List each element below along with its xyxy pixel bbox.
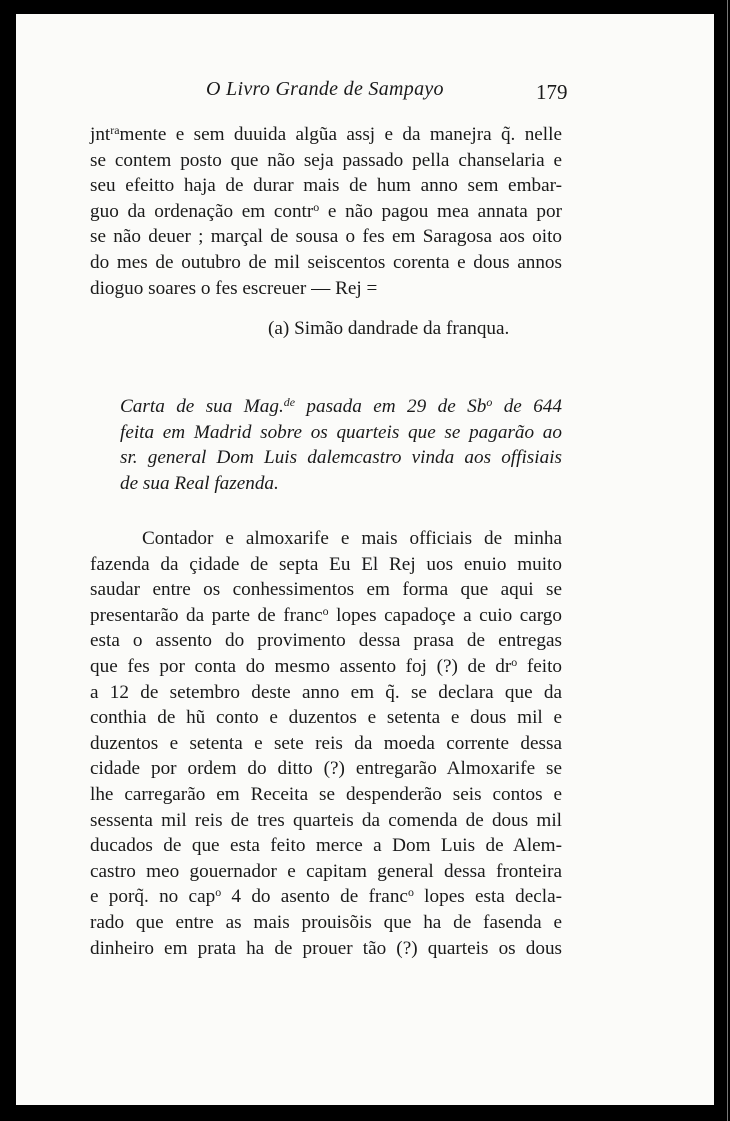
paragraph-2-line: rado que entre as mais prouisõis que ha de fasenda e <box>90 911 562 933</box>
paragraph-2-line: e porq̃. no cap$^o$ 4 do asento de franc$^o$ lopes esta decla- <box>90 885 562 908</box>
paragraph-2-line: Contador e almoxarife e mais officiais de minha <box>142 528 562 549</box>
paragraph-1-line: do mes de outubro de mil seiscentos corenta e dous annos <box>90 251 562 273</box>
book-page <box>16 14 714 1105</box>
paragraph-2-line: cidade por ordem do ditto (?) entregarão Almoxarife se <box>90 758 562 780</box>
paragraph-2 <box>90 526 562 961</box>
document-title-line: sr. general Dom Luis dalemcastro vinda aos offisiais <box>120 447 562 469</box>
paragraph-1-line: se não deuer ; marçal de sousa o fes em Saragosa aos oito <box>90 226 562 248</box>
document-title-line: de sua Real fazenda. <box>120 472 279 494</box>
paragraph-2-line: dinheiro em prata ha de prouer tão (?) quarteis os dous <box>90 937 562 959</box>
running-header <box>16 74 714 110</box>
paragraph-2-line: presentarão da parte de franc$^o$ lopes capadoçe a cuio cargo <box>90 603 562 626</box>
page-number: 179 <box>536 80 568 104</box>
paragraph-2-line: saudar entre os conhessimentos em forma que aqui se <box>90 579 562 601</box>
document-title <box>120 394 562 496</box>
paragraph-2-line: ducados de que esta feito merce a Dom Luis de Alem- <box>90 835 562 857</box>
running-title: O Livro Grande de Sampayo <box>206 78 444 100</box>
paragraph-2-line: lhe carregarão em Receita se despenderão seis contos e <box>90 783 562 805</box>
paragraph-2-line: a 12 de setembro deste anno em q̃. se declara que da <box>90 681 562 703</box>
paragraph-1 <box>90 122 562 301</box>
paragraph-2-line: conthia de hũ conto e duzentos e setenta e dous mil e <box>90 707 562 729</box>
scan-edge-divider <box>727 0 728 1121</box>
paragraph-1-line: guo da ordenação em contr$^o$ e não pagou mea annata por <box>90 199 562 222</box>
document-title-line: feita em Madrid sobre os quarteis que se pagarão ao <box>120 421 562 443</box>
paragraph-2-line: sessenta mil reis de tres quarteis da comenda de dous mil <box>90 809 562 831</box>
document-title-line: Carta de sua Mag.$^{de}$ pasada em 29 de Sb$^o$ de 644 <box>120 395 562 417</box>
paragraph-1-line: seu efeitto haja de durar mais de hum anno sem embar- <box>90 175 562 197</box>
signature: (a) Simão dandrade da franqua. <box>268 318 510 339</box>
paragraph-1-line: se contem posto que não seja passado pella chanselaria e <box>90 149 562 171</box>
paragraph-2-line: fazenda da çidade de septa Eu El Rej uos enuio muito <box>90 553 562 575</box>
paragraph-2-line: que fes por conta do mesmo assento foj (?) de $dr^o$ feito <box>90 655 562 677</box>
paragraph-2-line: esta o assento do provimento dessa prasa de entregas <box>90 630 562 652</box>
paragraph-1-line: dioguo soares o fes escreuer — Rej = <box>90 277 378 299</box>
paragraph-2-line: duzentos e setenta e sete reis da moeda corrente dessa <box>90 732 562 754</box>
paragraph-1-line: jnt$^{ra}$mente e sem duuida algũa assj e da manejra q̃. nelle <box>90 123 562 145</box>
paragraph-2-line: castro meo gouernador e capitam general dessa fronteira <box>90 860 562 882</box>
